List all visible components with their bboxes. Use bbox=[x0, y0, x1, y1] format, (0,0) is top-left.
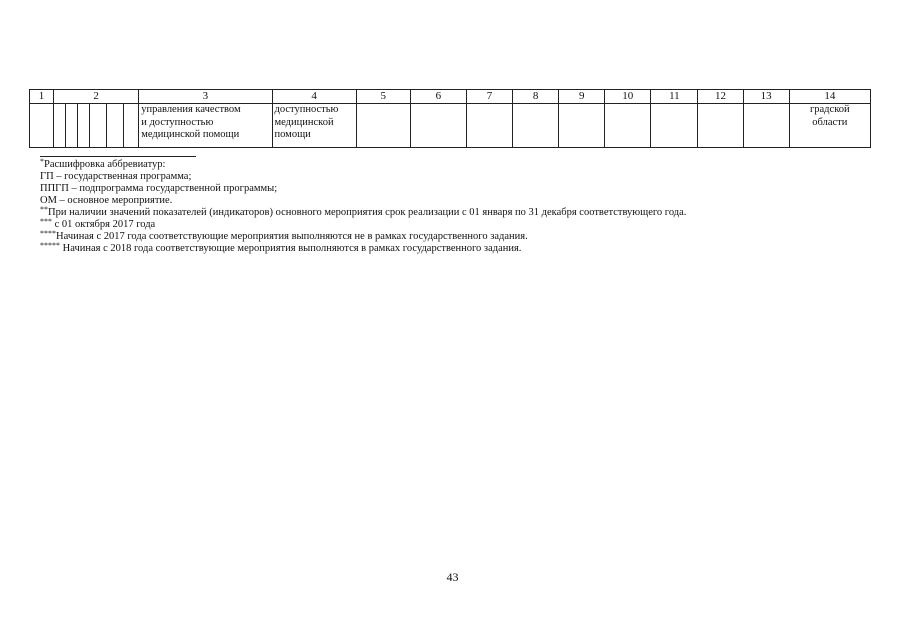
cell-11 bbox=[651, 104, 698, 148]
footnote-1-mark: * bbox=[40, 157, 44, 166]
footnote-4 bbox=[40, 231, 860, 243]
header-cell-11: 11 bbox=[651, 90, 698, 104]
cell-2c bbox=[78, 104, 90, 148]
cell-1 bbox=[30, 104, 54, 148]
footnote-2 bbox=[40, 207, 860, 219]
header-cell-2: 2 bbox=[54, 90, 139, 104]
data-table bbox=[29, 89, 871, 148]
footnote-2-mark: ** bbox=[40, 205, 48, 214]
cell-4 bbox=[272, 104, 356, 148]
header-cell-10: 10 bbox=[605, 90, 651, 104]
cell-3 bbox=[139, 104, 272, 148]
cell-6 bbox=[410, 104, 466, 148]
abbreviation-gp: ГП – государственная программа; bbox=[40, 171, 192, 182]
header-cell-13: 13 bbox=[743, 90, 789, 104]
header-cell-9: 9 bbox=[559, 90, 605, 104]
header-cell-4: 4 bbox=[272, 90, 356, 104]
footnote-1-text: Расшифровка аббревиатур: bbox=[44, 159, 166, 170]
cell-14-line-1: градской bbox=[809, 104, 850, 115]
cell-3-line-1: управления качеством bbox=[141, 104, 241, 115]
cell-3-line-2: и доступностью bbox=[141, 116, 214, 128]
footnote-separator bbox=[40, 156, 196, 157]
cell-14 bbox=[789, 104, 870, 148]
abbreviation-ppgp: ППГП – подпрограмма государственной программы; bbox=[40, 183, 278, 194]
cell-4-line-2: медицинской bbox=[274, 116, 334, 128]
table-row bbox=[30, 104, 871, 148]
footnote-3-mark: *** bbox=[40, 217, 52, 226]
footnote-4-text: Начиная с 2017 года соответствующие мероприятия выполняются не в рамках государственного задания. bbox=[56, 231, 528, 242]
header-cell-3: 3 bbox=[139, 90, 272, 104]
footnote-3-text: с 01 октября 2017 года bbox=[52, 219, 156, 230]
cell-2a bbox=[54, 104, 66, 148]
cell-10 bbox=[605, 104, 651, 148]
header-cell-7: 7 bbox=[466, 90, 512, 104]
cell-8 bbox=[513, 104, 559, 148]
header-cell-8: 8 bbox=[513, 90, 559, 104]
cell-14-line-2: области bbox=[812, 116, 848, 128]
footnote-3 bbox=[40, 219, 860, 231]
page-number: 43 bbox=[446, 570, 459, 584]
header-cell-5: 5 bbox=[356, 90, 410, 104]
header-cell-1: 1 bbox=[30, 90, 54, 104]
cell-9 bbox=[559, 104, 605, 148]
footnotes bbox=[40, 156, 860, 255]
cell-3-line-3: медицинской помощи bbox=[141, 129, 240, 140]
footnote-4-mark: **** bbox=[40, 229, 56, 238]
cell-4-line-1: доступностью bbox=[274, 104, 339, 115]
cell-13 bbox=[743, 104, 789, 148]
cell-2e bbox=[107, 104, 124, 148]
cell-7 bbox=[466, 104, 512, 148]
footnote-2-text: При наличии значений показателей (индикаторов) основного мероприятия срок реализации с 01 января по 31 декабря соответствующего года. bbox=[48, 207, 687, 218]
footnote-5-mark: ***** bbox=[40, 241, 60, 250]
footnote-5 bbox=[40, 243, 860, 255]
table-header-row bbox=[30, 90, 871, 104]
header-cell-12: 12 bbox=[698, 90, 743, 104]
footnote-5-text: Начиная с 2018 года соответствующие мероприятия выполняются в рамках государственного задания. bbox=[60, 243, 522, 254]
cell-5 bbox=[356, 104, 410, 148]
header-cell-14: 14 bbox=[789, 90, 870, 104]
cell-2f bbox=[124, 104, 139, 148]
footnote-1 bbox=[40, 159, 860, 171]
cell-2d bbox=[90, 104, 107, 148]
abbreviation-om: ОМ – основное мероприятие. bbox=[40, 195, 173, 206]
cell-2b bbox=[66, 104, 78, 148]
header-cell-6: 6 bbox=[410, 90, 466, 104]
cell-12 bbox=[698, 104, 743, 148]
cell-4-line-3: помощи bbox=[274, 129, 311, 140]
